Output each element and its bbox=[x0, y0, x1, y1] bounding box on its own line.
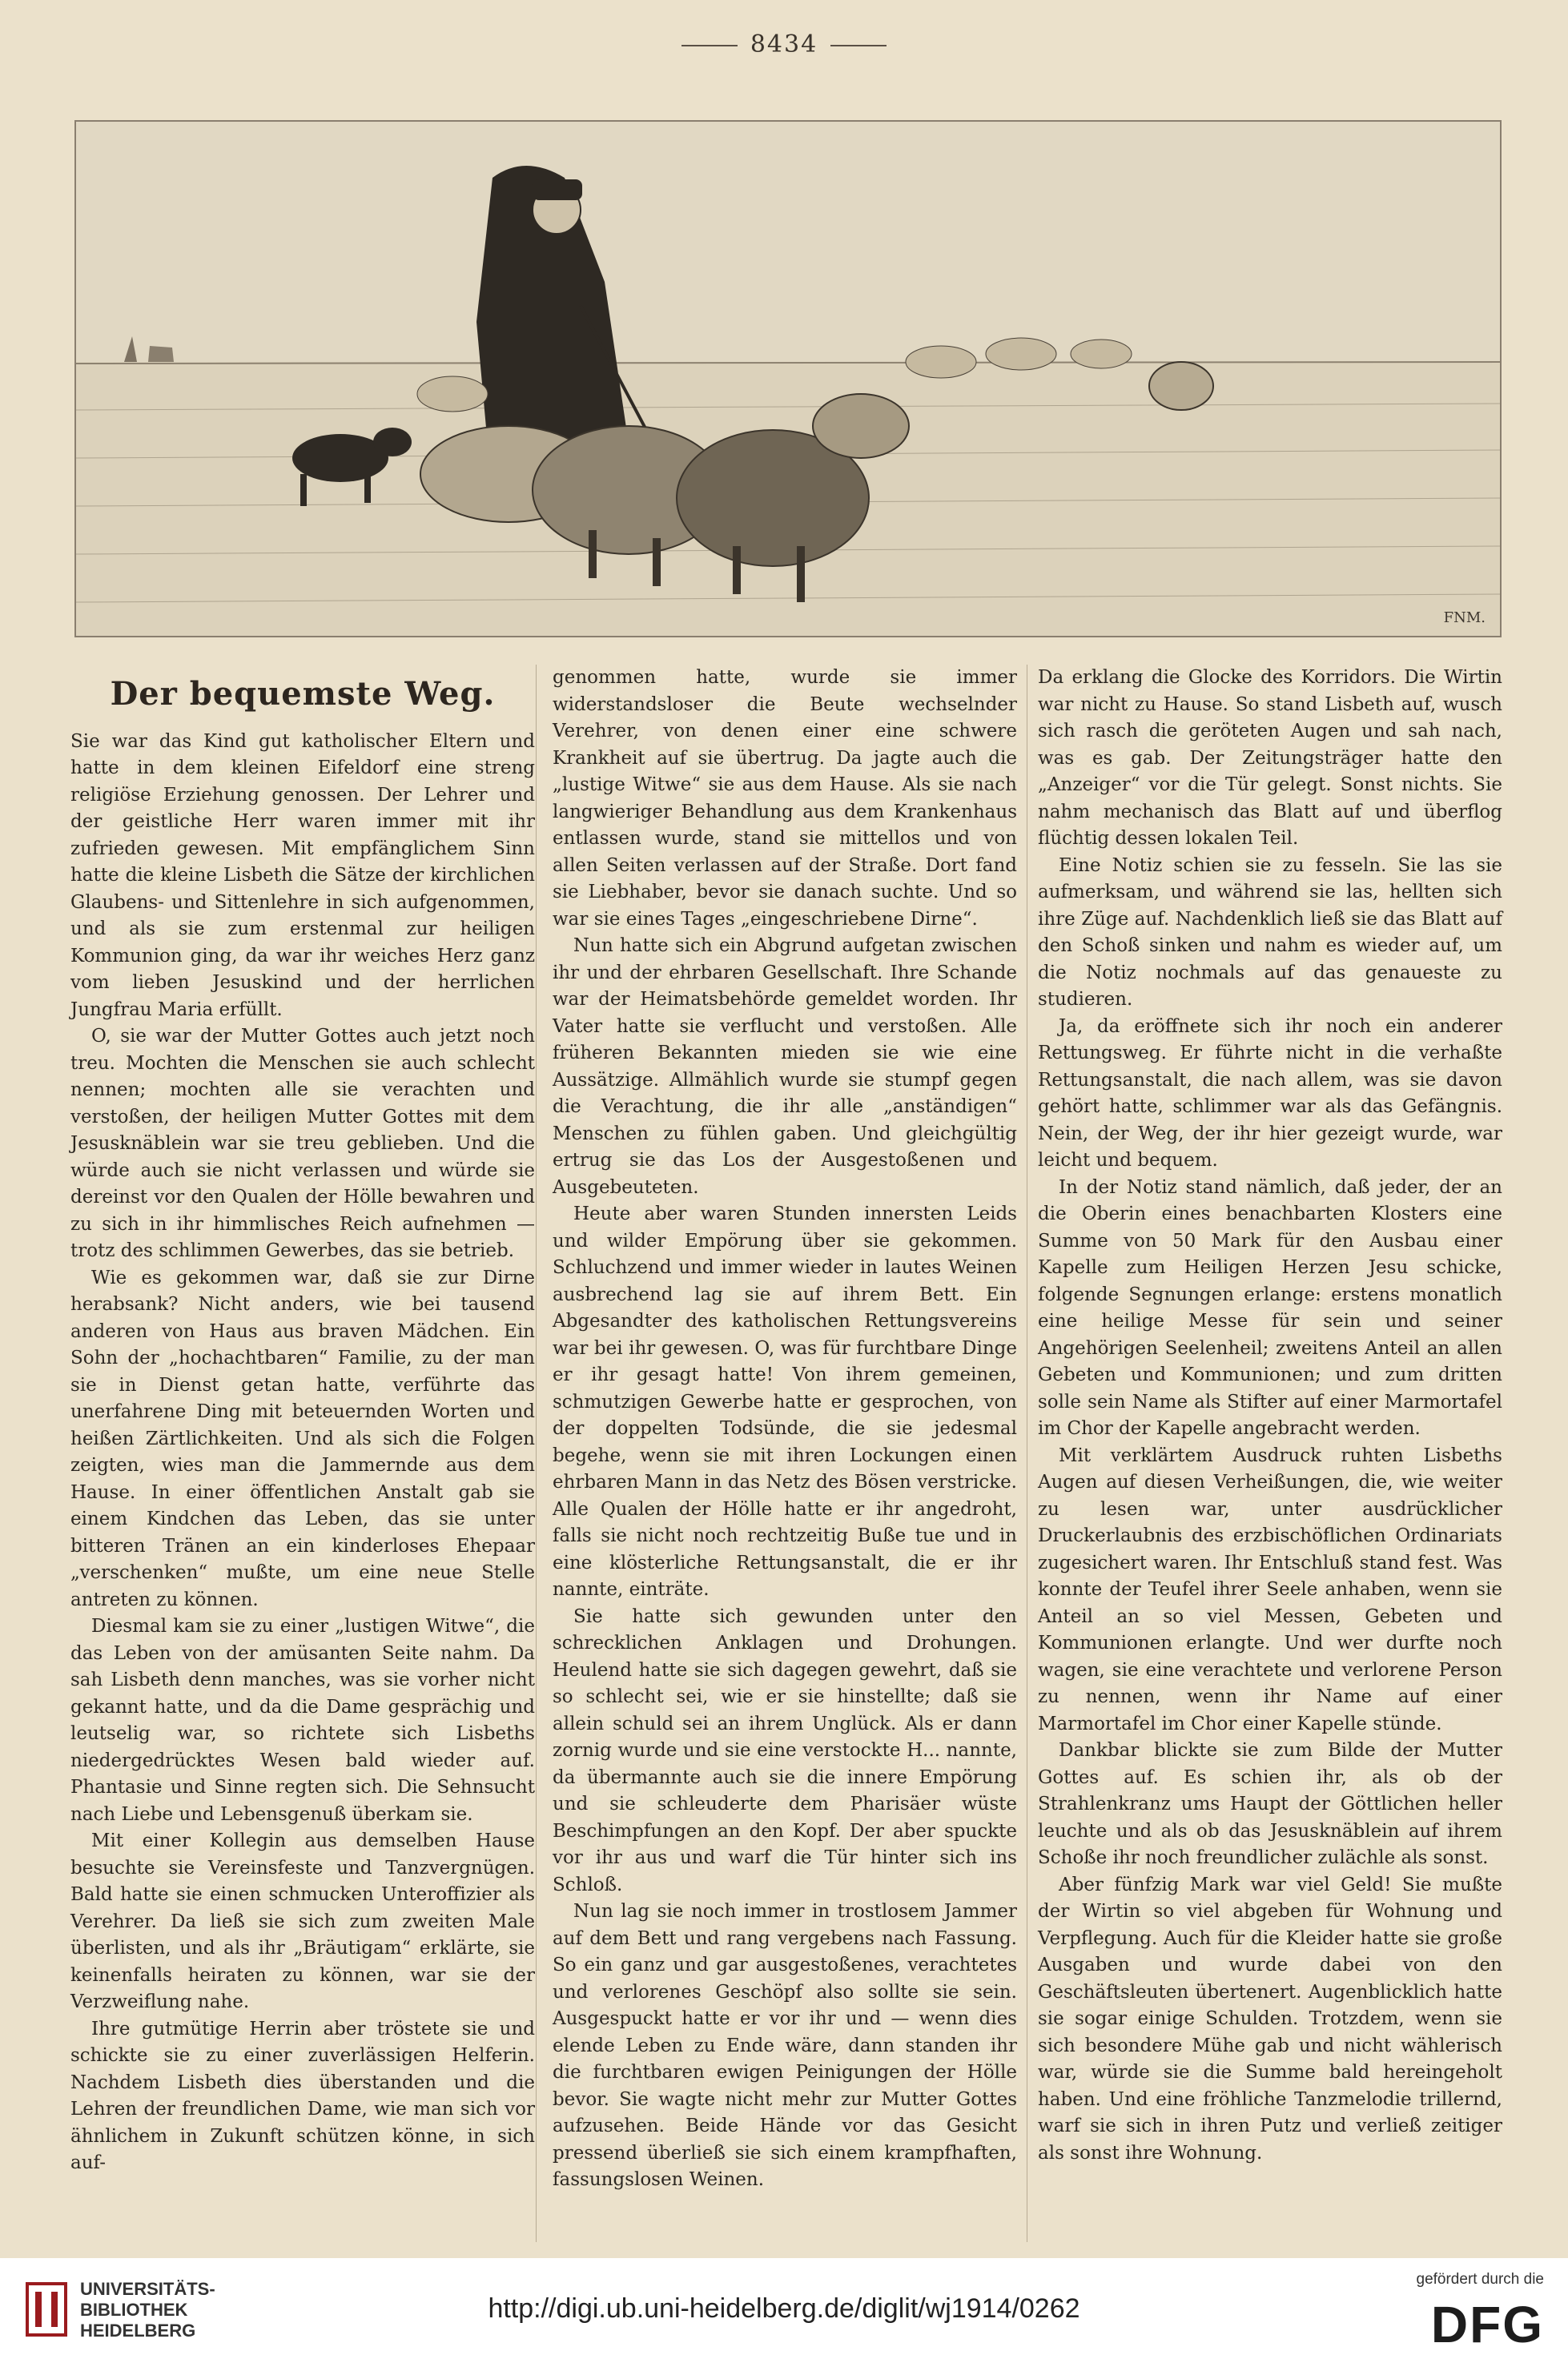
paragraph: Nun hatte sich ein Abgrund aufgetan zwischen ihr und der ehrbaren Gesellschaft. Ihre Schande war der Heimatsbehörde gemeldet worden. Ihr Vater hatte sie verflucht und verstoßen. Alle früheren Bekannten mieden sie wie eine Aussätzige. Allmählich wurde sie stumpf gegen die Verachtung, die ihr alle „anständigen“ Menschen zu fühlen gaben. Und gleichgültig ertrug sie das Los der Ausgestoßenen und Ausgebeuteten. bbox=[553, 935, 1017, 1198]
paragraph: Wie es gekommen war, daß sie zur Dirne herabsank? Nicht anders, wie bei tausend anderen von Haus aus braven Mädchen. Ein Sohn der „hochachtbaren“ Familie, zu der man sie in Dienst getan hatte, verführte das unerfahrene Ding mit beteuernden Worten und heißen Zärtlichkeiten. Und als sich die Folgen zeigten, wies man die Jammernde aus dem Hause. In einer öffentlichen Anstalt gab sie einem Kindchen das Leben, das sie unter bitteren Tränen an ein kinderloses Ehepaar „verschenken“ mußte, um eine neue Stelle antreten zu können. bbox=[70, 1267, 535, 1610]
paragraph: Mit einer Kollegin aus demselben Hause besuchte sie Vereinsfeste und Tanzvergnügen. Bald hatte sie einen schmucken Unteroffizier als Verehrer. Da ließ sie sich zum zweiten Male überlisten, und als ihr „Bräutigam“ erklärte, sie keinenfalls heiraten zu können, war sie der Verzweiflung nahe. bbox=[70, 1831, 535, 2012]
library-name: UNIVERSITÄTS- BIBLIOTHEK HEIDELBERG bbox=[80, 2279, 215, 2341]
ornament-left bbox=[681, 45, 738, 46]
dfg-logo: DFG bbox=[1430, 2296, 1544, 2353]
paragraph: Diesmal kam sie zu einer „lustigen Witwe“, die das Leben von der amüsanten Seite nahm. Da sah Lisbeth denn manches, was sie vorher nicht gekannt hatte, und da die Dame gesprächig und leutselig war, so richtete sich Lisbeths niedergedrücktes Wesen bald wieder auf. Phantasie und Sinne regten sich. Die Sehnsucht nach Liebe und Lebensgenuß überkam sie. bbox=[70, 1616, 535, 1825]
paragraph: Da erklang die Glocke des Korridors. Die Wirtin war nicht zu Hause. So stand Lisbeth auf, wusch sich rasch die geröteten Augen und sah nach, was es gab. Der Zeitungsträger hatte den „Anzeiger“ vor die Tür gelegt. Sonst nichts. Sie nahm mechanisch das Blatt auf und überflog flüchtig dessen lokalen Teil. bbox=[1038, 667, 1502, 849]
paragraph: genommen hatte, wurde sie immer widerstandsloser die Beute wechselnder Verehrer, von denen einer eine schwere Krankheit auf sie übertrug. Da jagte auch die „lustige Witwe“ sie aus dem Hause. Als sie nach langwieriger Behandlung aus dem Krankenhaus entlassen wurde, stand sie mittellos und von allen Seiten verlassen auf der Straße. Dort fand sie Liebhaber, bevor sie danach suchte. Und so war sie eines Tages „eingeschriebene Dirne“. bbox=[553, 667, 1017, 930]
paragraph: Sie war das Kind gut katholischer Eltern und hatte in dem kleinen Eifeldorf eine streng religiöse Erziehung genossen. Der Lehrer und der geistliche Herr waren immer mit ihr zufrieden gewesen. Mit empfänglichem Sinn hatte die kleine Lisbeth die Sätze der kirchlichen Glaubens- und Sittenlehre in sich aufgenommen, und als sie zum erstenmal zur heiligen Kommunion ging, da war ihr weiches Herz ganz vom lieben Jesuskind und der herrlichen Jungfrau Maria erfüllt. bbox=[70, 730, 535, 1020]
paragraph: Dankbar blickte sie zum Bilde der Mutter Gottes auf. Es schien ihr, als ob der Strahlenkranz ums Haupt der Göttlichen heller leuchte und als ob das Jesusknäblein auf ihrem Schoße ihr noch freundlicher zulächle als sonst. bbox=[1038, 1740, 1502, 1868]
page-number bbox=[0, 30, 1568, 58]
text-column-3 bbox=[1038, 665, 1502, 2167]
paragraph: Eine Notiz schien sie zu fesseln. Sie las sie aufmerksam, und während sie las, hellten sich ihre Züge auf. Nachdenklich ließ sie das Blatt auf den Schoß sinken und nahm es wieder auf, um die Notiz nochmals auf das genaueste zu studieren. bbox=[1038, 854, 1502, 1010]
paragraph: Ja, da eröffnete sich ihr noch ein anderer Rettungsweg. Er führte nicht in die verhaßte Rettungsanstalt, die nach allem, was sie davon gehört hatte, schlimmer war als das Gefängnis. Nein, der Weg, der ihr hier gezeigt wurde, war leicht und bequem. bbox=[1038, 1015, 1502, 1171]
funding-note: gefördert durch die bbox=[1416, 2271, 1544, 2288]
paragraph: Sie hatte sich gewunden unter den schrecklichen Anklagen und Drohungen. Heulend hatte sie sich dagegen gewehrt, daß sie so schlecht sei, wie er sie hinstellte; daß sie allein schuld sei an ihrem Unglück. Als er dann zornig wurde und sie eine verstockte H... nannte, da übermannte auch sie die innere Empörung und sie schleuderte dem Pharisäer wüste Beschimpfungen an den Kopf. Der aber spuckte vor ihr aus und warf die Tür hinter sich ins Schloß. bbox=[553, 1605, 1017, 1895]
digitization-footer bbox=[0, 2258, 1568, 2359]
article-title: Der bequemste Weg. bbox=[110, 675, 496, 713]
illustration-priest-with-sheep bbox=[74, 120, 1502, 637]
paragraph: O, sie war der Mutter Gottes auch jetzt noch treu. Mochten die Menschen sie auch schlecht nennen; mochten alle sie verachten und verstoßen, der heiligen Mutter Gottes mit dem Jesusknäblein war sie treu geblieben. Und die würde auch sie nicht verlassen und würde sie dereinst vor den Qualen der Hölle bewahren und zu sich in ihr himmlisches Reich aufnehmen — trotz des schlimmen Gewerbes, das sie betrieb. bbox=[70, 1026, 535, 1261]
paragraph: In der Notiz stand nämlich, daß jeder, der an die Oberin eines benachbarten Klosters eine Summe von 50 Mark für den Ausbau einer Kapelle zum Heiligen Herzen Jesu schicke, folgende Segnungen erlange: erstens monatlich eine heilige Messe für sein und seiner Angehörigen Seelenheil; zweitens Anteil an allen Gebeten und Kommunionen; und zum dritten solle sein Name als Stifter auf einer Marmortafel im Chor der Kapelle angebracht werden. bbox=[1038, 1176, 1502, 1439]
ornament-right bbox=[830, 45, 887, 46]
paragraph: Aber fünfzig Mark war viel Geld! Sie mußte der Wirtin so viel abgeben für Wohnung und Verpflegung. Auch für die Kleider hatte sie große Ausgaben und wurde dabei von den Geschäftsleuten übertenert. Augenblicklich hatte sie sogar einige Schulden. Trotzdem, wenn sie sich besondere Mühe gab und nicht wählerisch war, würde sie die Summe bald hereingeholt haben. Und eine fröhliche Tanzmelodie trillernd, warf sie sich in ihren Putz und verließ zeitiger als sonst ihre Wohnung. bbox=[1038, 1874, 1502, 2164]
illustrator-signature: FNM. bbox=[1443, 609, 1486, 626]
text-column-1 bbox=[70, 665, 535, 2177]
page-number-text: 8434 bbox=[750, 30, 818, 58]
paragraph: Heute aber waren Stunden innersten Leids und wilder Empörung über sie gekommen. Schluchzend und immer wieder in lautes Weinen ausbrechend lag sie auf ihrem Bett. Ein Abgesandter des katholischen Rettungsvereins war bei ihr gewesen. O, was für furchtbare Dinge er ihr gesagt hatte! Von ihrem gemeinen, schmutzigen Gewerbe hatte er gesprochen, von der doppelten Todsünde, die sie jedesmal begehe, wenn sie mit ihren Lockungen einen ehrbaren Mann in das Netz des Bösen verstricke. Alle Qualen der Hölle hatte er ihr angedroht, falls sie nicht noch rechtzeitig Buße tue und in eine klösterliche Rettungsanstalt, die er ihr nannte, einträte. bbox=[553, 1204, 1017, 1600]
text-column-2 bbox=[553, 665, 1017, 2194]
paragraph: Ihre gutmütige Herrin aber tröstete sie und schickte sie zu einer zuverlässigen Helferin. Nachdem Lisbeth dies überstanden und die Lehren der freundlichen Dame, wie man sich vor ähnlichem in Zukunft schützen könne, in sich auf- bbox=[70, 2018, 535, 2173]
column-rule bbox=[536, 665, 537, 2242]
illustration-drawing bbox=[76, 122, 1500, 636]
digital-collection-link[interactable]: http://digi.ub.uni-heidelberg.de/diglit/wj1914/0262 bbox=[488, 2293, 1080, 2324]
paragraph: Nun lag sie noch immer in trostlosem Jammer auf dem Bett und rang vergebens nach Fassung. So ein ganz und gar ausgestoßenes, verachtetes und verlorenes Geschöpf also sollte sie sein. Ausgespuckt hatte er vor ihr und — wenn dies elende Leben zu Ende wäre, dann standen ihr die furchtbaren ewigen Peinigungen der Hölle bevor. Sie wagte nicht mehr zur Mutter Gottes aufzusehen. Beide Hände vor das Gesicht pressend überließ sie sich einem krampfhaften, fassungslosen Weinen. bbox=[553, 1901, 1017, 2190]
paragraph: Mit verklärtem Ausdruck ruhten Lisbeths Augen auf diesen Verheißungen, die, wie weiter zu lesen war, unter ausdrücklicher Druckerlaubnis des erzbischöflichen Ordinariats zugesichert waren. Ihr Entschluß stand fest. Was konnte der Teufel ihrer Seele anhaben, wenn sie Anteil an so viel Messen, Gebeten und Kommunionen erlangte. Und wer durfte noch wagen, sie eine verachtete und verlorene Person zu nennen, wenn ihr Name auf einer Marmortafel im Chor einer Kapelle stünde. bbox=[1038, 1445, 1502, 1734]
